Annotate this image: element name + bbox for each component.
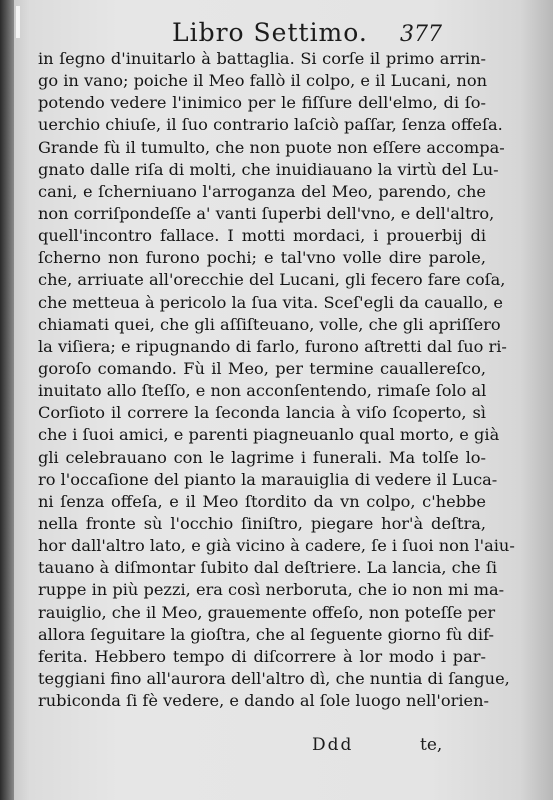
- text-line: che metteua à pericolo la ſua vita. Sceſ'egli da cauallo, e: [38, 292, 503, 312]
- running-head: Libro Settimo.: [172, 18, 368, 47]
- text-line: goroſo comando. Fù il Meo, per termine cauallereſco,: [38, 358, 486, 378]
- text-line: quell'incontro fallace. I motti mordaci, i prouerbij di: [38, 226, 486, 246]
- text-line: che i ſuoi amici, e parenti piagneuanlo qual morto, e già: [38, 425, 500, 445]
- text-line: potendo vedere l'inimico per le fiſſure dell'elmo, di ſo-: [38, 93, 486, 113]
- text-line: la viſiera; e ripugnando di farlo, furono aſtretti dal ſuo ri-: [38, 336, 507, 356]
- text-line: ferita. Hebbero tempo di diſcorrere à lor modo i par-: [38, 646, 486, 666]
- text-line: Grande fù il tumulto, che non puote non eſſere accompa-: [38, 137, 505, 157]
- text-line: nella fronte sù l'occhio ſiniſtro, piegare hor'à deſtra,: [38, 513, 486, 533]
- text-line: uerchio chiuſe, il ſuo contrario laſciò paſſar, ſenza offeſa.: [38, 115, 503, 135]
- text-line: ſcherno non furono pochi; e tal'vno volle dire parole,: [38, 248, 486, 268]
- text-line: inuitato allo ſteſſo, e non acconſentendo, rimaſe ſolo al: [38, 381, 487, 401]
- text-line: tauano à diſmontar ſubito dal deſtriere. La lancia, che ſi: [38, 558, 498, 578]
- text-line: allora ſeguitare la gioſtra, che al ſeguente giorno fù dif-: [38, 624, 494, 644]
- text-line: rauiglio, che il Meo, grauemente offeſo, non poteſſe per: [38, 602, 496, 622]
- page-number: 377: [400, 22, 442, 47]
- text-line: cani, e ſcherniuano l'arroganza del Meo, parendo, che: [38, 181, 486, 201]
- text-line: non corriſpondeſſe a' vanti ſuperbi dell'vno, e dell'altro,: [38, 203, 495, 223]
- binding-mark: [16, 6, 20, 38]
- text-line: che, arriuate all'orecchie del Lucani, gli fecero fare coſa,: [38, 270, 506, 290]
- signature-mark: Ddd: [312, 735, 354, 755]
- text-line: chiamati quei, che gli aſſiſteuano, volle, che gli apriſſero: [38, 314, 501, 334]
- text-line: gnato dalle riſa di molti, che inuidiauano la virtù del Lu-: [38, 159, 499, 179]
- text-line: Corſioto il correre la ſeconda lancia à viſo ſcoperto, sì: [38, 403, 486, 423]
- text-line: ro l'occaſione del pianto la marauiglia di vedere il Luca-: [38, 469, 498, 489]
- text-line: rubiconda ſi fè vedere, e dando al ſole luogo nell'orien-: [38, 691, 489, 711]
- body-text: [38, 48, 515, 712]
- text-line: ni ſenza offeſa, e il Meo ſtordito da vn colpo, c'hebbe: [38, 491, 486, 511]
- text-line: in ſegno d'inuitarlo à battaglia. Si corſe il primo arrin-: [38, 49, 486, 68]
- text-line: ruppe in più pezzi, era così nerboruta, che io non mi ma-: [38, 580, 505, 600]
- binding-shadow: [0, 0, 14, 800]
- text-line: go in vano; poiche il Meo fallò il colpo, e il Lucani, non: [38, 71, 487, 91]
- catchword: te,: [420, 735, 443, 755]
- text-line: hor dall'altro lato, e già vicino à cadere, ſe i ſuoi non l'aiu-: [38, 536, 515, 556]
- text-line: gli celebrauano con le lagrime i funerali. Ma tolſe lo-: [38, 447, 486, 467]
- text-line: teggiani fino all'aurora dell'altro dì, che nuntia di ſangue,: [38, 668, 510, 688]
